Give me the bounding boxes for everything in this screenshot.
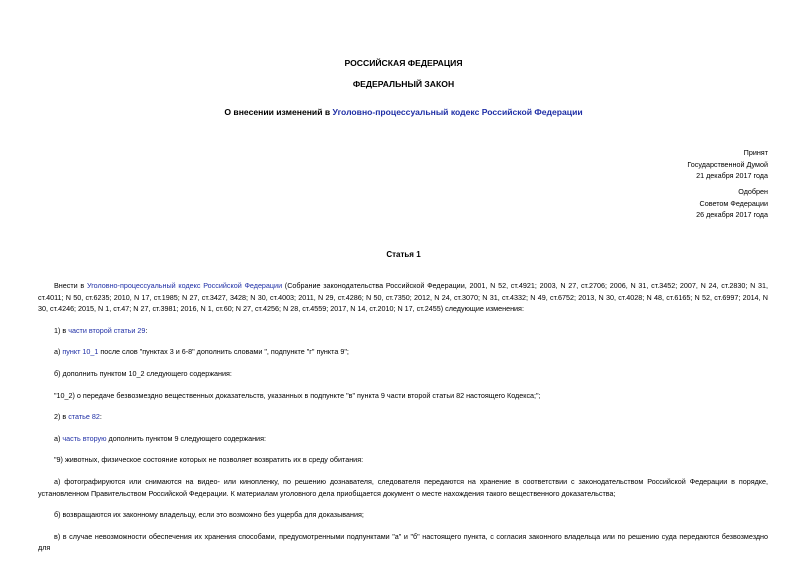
federation-heading: РОССИЙСКАЯ ФЕДЕРАЦИЯ [344, 58, 463, 68]
article-82-link[interactable]: статье 82 [68, 412, 100, 422]
article-29-link[interactable]: части второй статьи 29 [68, 325, 146, 335]
p1-text-b: : [145, 325, 148, 335]
paragraph-8: а) фотографируются или снимаются на видео- или кинопленку, по решению дознавателя, следователя передаются на хранение в соответствии с законодательством Российской Федерации в порядке, установленном Правительством Российской Федерации. К материалам уголовного дела приобщается документ о месте нахождения такого вещественного доказательства; [38, 476, 768, 498]
code-link[interactable]: Уголовно-процессуальный кодекс Российской Федерации [86, 281, 283, 290]
paragraph-5 [38, 411, 768, 423]
adoption-line: Принят [743, 148, 768, 157]
approval-date: 26 декабря 2017 года [696, 210, 768, 219]
adoption-body: Государственной Думой [687, 159, 768, 169]
paragraph-3: б) дополнить пунктом 10_2 следующего содержания: [54, 368, 232, 378]
paragraph-2 [38, 346, 768, 358]
approval-block [696, 186, 768, 221]
clause-10-1-link[interactable]: пункт 10_1 [62, 347, 99, 357]
p2-text-a: а) [54, 347, 63, 357]
law-title [0, 106, 807, 119]
paragraph-intro [38, 280, 768, 315]
intro-text-b: (Собрание законодательства Российской Федерации, 2001, N 52, ст.4921; 2003, N 27, ст.2706; 2006, N 31, ст.3452; 2007, N 24, ст.2830; N 31, ст.4011; N 50, ст.6235; 2010, N 17, ст.1985; N 27, ст.3427, 3428; N 30, ст.4003; 2011, N 29, ст.4286; N 50, ст.7350; 2012, N 24, ст.3070; N 31, ст.4332; N 49, ст.6752; 2013, N 30, ст.4028; N 48, ст.6165; N 52, ст.6997; 2014, N 30, ст.4246; 2015, N 1, ст.47; N 27, ст.3981; 2016, N 1, ст.60; N 27, ст.4256; N 28, ст.4559; 2017, N 14, ст.2010; N 17, ст.2455) следующие изменения: [38, 281, 768, 314]
adoption-block [687, 147, 768, 182]
law-type-heading: ФЕДЕРАЛЬНЫЙ ЗАКОН [352, 79, 455, 89]
p2-text-b: после слов "пунктах 3 и 6-8" дополнить словами ", подпункте "г" пункта 9"; [98, 347, 349, 357]
paragraph-9: б) возвращаются их законному владельцу, если это возможно без ущерба для доказывания; [54, 510, 364, 520]
article-body [38, 280, 768, 554]
paragraph-6 [38, 433, 768, 445]
p6-text-a: а) [54, 433, 63, 443]
article-heading: Статья 1 [386, 250, 421, 259]
p1-text-a: 1) в [54, 325, 69, 335]
law-title-prefix: О внесении изменений в [224, 107, 333, 117]
p5-text-b: : [99, 412, 102, 422]
approval-line: Одобрен [738, 187, 768, 196]
part-two-link[interactable]: часть вторую [62, 433, 107, 443]
adoption-date: 21 декабря 2017 года [696, 171, 768, 180]
p5-text-a: 2) в [54, 412, 69, 422]
paragraph-1 [38, 325, 768, 337]
criminal-procedure-code-link[interactable]: Уголовно-процессуальный кодекс Российской Федерации [332, 107, 583, 117]
paragraph-7: "9) животных, физическое состояние которых не позволяет возвратить их в среду обитания: [54, 455, 364, 465]
p6-text-b: дополнить пунктом 9 следующего содержания: [106, 433, 266, 443]
paragraph-10: в) в случае невозможности обеспечения их хранения способами, предусмотренными подпунктами "а" и "б" настоящего пункта, с согласия законного владельца или по решению суда передаются безвозмездно для [38, 531, 768, 553]
paragraph-4: "10_2) о передаче безвозмездно вещественных доказательств, указанных в подпункте "в" пункта 9 части второй статьи 82 настоящего Кодекса;"; [54, 390, 541, 400]
intro-text-a: Внести в [54, 281, 87, 290]
approval-body: Советом Федерации [699, 198, 768, 208]
